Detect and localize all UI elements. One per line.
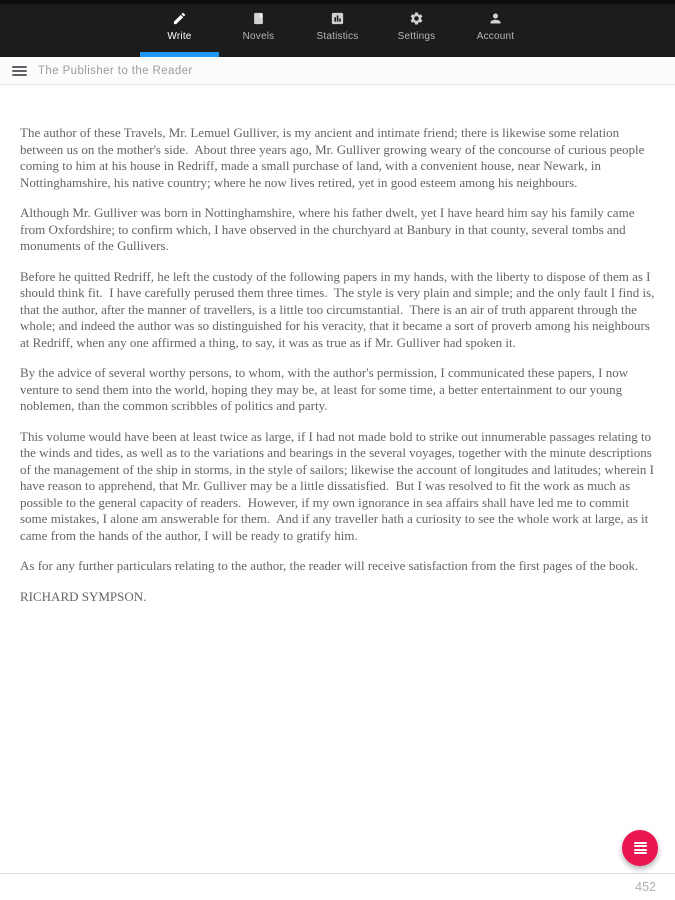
pencil-icon bbox=[172, 10, 187, 26]
gear-icon bbox=[409, 10, 424, 26]
chapter-menu-fab[interactable] bbox=[622, 830, 658, 866]
paragraph-signature: RICHARD SYMPSON. bbox=[20, 588, 147, 604]
top-nav-bar bbox=[0, 0, 675, 57]
chapter-toolbar bbox=[0, 57, 675, 85]
paragraph: Although Mr. Gulliver was born in Nottinghamshire, where his father dwelt, yet I have heard him say his family came from Oxfordshire; to confirm which, I have observed in the churchyard at Banbury in that county, several tombs and monuments of the Gullivers. bbox=[20, 205, 638, 253]
word-count: 452 bbox=[635, 879, 656, 894]
chapter-editor[interactable] bbox=[0, 85, 675, 874]
lines-menu-icon bbox=[634, 842, 647, 855]
tab-account[interactable] bbox=[456, 4, 535, 57]
editor-footer bbox=[0, 874, 675, 899]
chapter-title: The Publisher to the Reader bbox=[38, 64, 193, 77]
book-icon bbox=[251, 10, 266, 26]
paragraph: As for any further particulars relating to the author, the reader will receive satisfaction from the first pages of the book. bbox=[20, 558, 639, 573]
tab-label: Statistics bbox=[316, 31, 359, 42]
tab-label: Account bbox=[476, 31, 515, 42]
tab-label: Novels bbox=[242, 31, 275, 42]
tab-settings[interactable] bbox=[377, 4, 456, 57]
paragraph: This volume would have been at least twice as large, if I had not made bold to strike out innumerable passages relating to the winds and tides, as well as to the variations and bearings in the several voyages, together with the minute descriptions of the management of the ship in storms, in the style of sailors; likewise the account of longitudes and latitudes; wherein I have reason to apprehend, that Mr. Gulliver may be a little dissatisfied. But I was resolved to fit the work as much as possible to the general capacity of readers. However, if my own ignorance in sea affairs shall have led me to commit some mistakes, I alone am answerable for them. And if any traveller hath a curiosity to see the whole work at large, as it came from the hands of the author, I will be ready to gratify him. bbox=[20, 428, 658, 543]
tab-write[interactable] bbox=[140, 4, 219, 57]
paragraph: Before he quitted Redriff, he left the custody of the following papers in my hands, with the liberty to dispose of them as I should think fit. I have carefully perused them three times. The style is very plain and simple; and the only fault I find is, that the author, after the manner of travellers, is a little too circumstantial. There is an air of truth apparent through the whole; and indeed the author was so distinguished for his veracity, that it became a sort of proverb among his neighbours at Redriff, when any one affirmed a thing, to say, it was as true as if Mr. Gulliver had spoken it. bbox=[20, 268, 658, 350]
tab-label: Settings bbox=[397, 31, 436, 42]
nav-tabs bbox=[0, 4, 675, 57]
tab-novels[interactable] bbox=[219, 4, 298, 57]
tab-label: Write bbox=[167, 31, 192, 42]
hamburger-icon[interactable] bbox=[12, 66, 27, 76]
bar-chart-icon bbox=[330, 10, 345, 26]
paragraph: By the advice of several worthy persons, to whom, with the author's permission, I communicated these papers, I now venture to send them into the world, hoping they may be, at least for some time, a better entertainment to our young noblemen, than the common scribbles of politics and party. bbox=[20, 365, 632, 413]
paragraph: The author of these Travels, Mr. Lemuel Gulliver, is my ancient and intimate friend; there is likewise some relation between us on the mother's side. About three years ago, Mr. Gulliver growing weary of the concourse of curious people coming to him at his house in Redriff, made a small purchase of land, with a convenient house, near Newark, in Nottinghamshire, his native country; where he now lives retired, yet in good esteem among his neighbours. bbox=[20, 125, 648, 190]
person-icon bbox=[488, 10, 503, 26]
tab-statistics[interactable] bbox=[298, 4, 377, 57]
